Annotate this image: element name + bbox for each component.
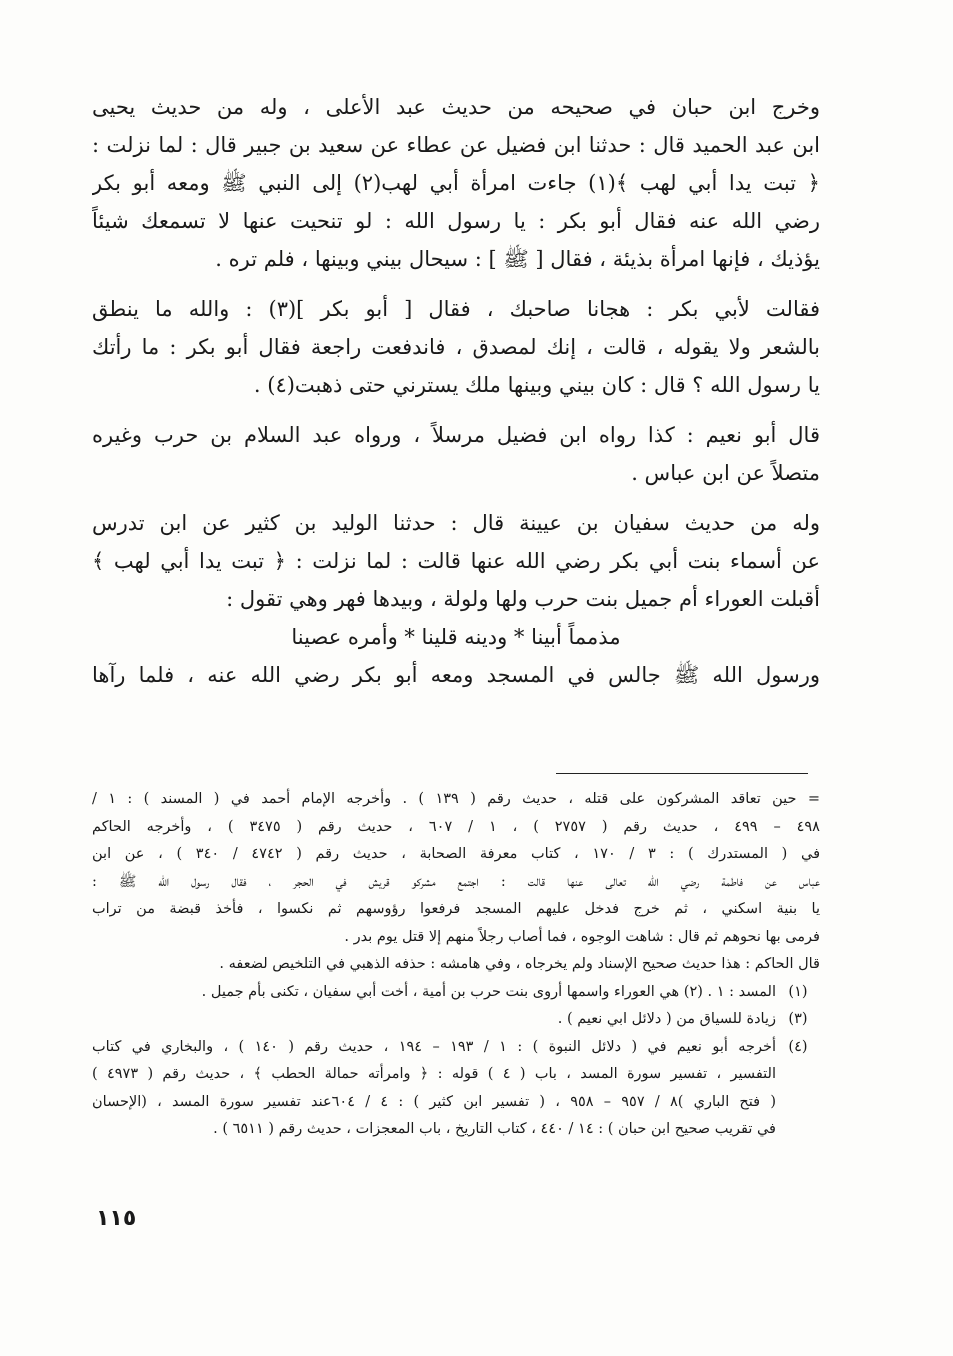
footnote-line: أخرجه أبو نعيم في ( دلائل النبوة ) : ١ / ١٩٣ – ١٩٤ ، حديث رقم ( ١٤٠ ) ، والبخاري في كتاب [92, 1038, 776, 1055]
footnote-line: زيادة للسياق من ( دلائل ابي نعيم ) . [557, 1011, 776, 1027]
footnote-3 [92, 1006, 820, 1034]
footnotes [92, 786, 820, 1144]
paragraph-4 [92, 504, 820, 694]
footnote-line: ( فتح الباري )٨ / ٩٥٧ – ٩٥٨ ، ( تفسير ابن كثير ) : ٤ / ٦٠٤عند تفسير سورة المسد ، (الإحسان [92, 1093, 776, 1110]
footnote-line: المسد : ١ . (٢) هي العوراء واسمها أروى بنت حرب بن أمية ، أخت أبي سفيان ، تكنى بأم جميل . [201, 983, 776, 1000]
footnote-line: ٤٩٨ – ٤٩٩ ، حديث رقم ( ٢٧٥٧ ) ، ١ / ٦٠٧ ، حديث رقم ( ٣٤٧٥ ) ، وأخرجه الحاكم [92, 818, 820, 835]
footnote-number: (٣) [788, 1011, 808, 1027]
paragraph-3 [92, 416, 820, 492]
text-line: فقالت لأبي بكر : هجانا صاحبك ، فقال [ أبو بكر ](٣) : والله ما ينطق [92, 297, 820, 321]
footnote-line: يا بنية اسكني ، ثم خرج فدخل عليهم المسجد فرفعوا رؤوسهم ثم نكسوا ، فأخذ قبضة من تراب [92, 901, 820, 917]
text-line: عن أسماء بنت أبي بكر رضي الله عنها قالت : لما نزلت : ﴿ تبت يدا أبي لهب ﴾ [92, 549, 820, 573]
footnote-continuation [92, 786, 820, 979]
text-line: وخرج ابن حبان في صحيحه من حديث عبد الأعلى ، وله من حديث يحيى [92, 95, 820, 119]
text-line: ابن عبد الحميد قال : حدثنا ابن فضيل عن عطاء عن سعيد بن جبير قال : لما نزلت : [92, 133, 820, 157]
text-line: رضي الله عنه فقال أبو بكر : يا رسول الله : لو تنحيت عنها لا تسمعك شيئاً [92, 209, 820, 233]
paragraph-2 [92, 290, 820, 404]
footnote-line: = حين تعاقد المشركون على قتله ، حديث رقم ( ١٣٩ ) . وأخرجه الإمام أحمد في ( المسند ) : ١ / [92, 791, 820, 807]
footnote-line: في ( المستدرك ) : ٣ / ١٧٠ ، كتاب معرفة الصحابة ، حديث رقم ( ٤٧٤٢ / ٣٤٠ ) ، عن ابن [92, 846, 820, 862]
text-line: ﴿ تبت يدا أبي لهب ﴾(١) جاءت امرأة أبي لهب(٢) إلى النبي ﷺ ومعه أبو بكر [92, 171, 820, 195]
footnote-number: (١) [788, 983, 808, 1000]
text-line: يا رسول الله ؟ قال : كان بيني وبينها ملك يسترني حتى ذهبت(٤) . [253, 373, 820, 397]
footnote-line: في تقريب صحيح ابن حبان ) : ١٤ / ٤٤٠ ، كتاب التاريخ ، باب المعجزات ، حديث رقم ( ٦٥١١ ) . [213, 1121, 776, 1137]
page-number: ١١٥ [96, 1206, 137, 1231]
footnote-line: فرمى بها نحوهم ثم قال : شاهت الوجوه ، فما أصاب رجلاً منهم إلا قتل يوم بدر . [344, 928, 820, 945]
footnote-separator [556, 773, 808, 774]
text-line: وله من حديث سفيان بن عيينة قال : حدثنا الوليد بن كثير عن ابن تدرس [92, 511, 820, 535]
footnote-1 [92, 979, 820, 1007]
text-line: يؤذيك ، فإنها امرأة بذيئة ، فقال [ ﷺ ] : سيحال بيني وبينها ، فلم تره . [215, 247, 820, 271]
text-line: ورسول الله ﷺ جالس في المسجد ومعه أبو بكر رضي الله عنه ، فلما رآها [92, 663, 820, 687]
text-line: بالشعر ولا يقوله ، قالت ، إنك لمصدق ، فاندفعت راجعة فقال أبو بكر : ما رأتك [92, 335, 820, 359]
footnote-line: عباس عن فاطمة رضي الله تعالى عنها قالت : اجتمع مشركو قريش في الحجر ، فقال رسول الله ﷺ : [92, 873, 820, 890]
paragraph-1 [92, 88, 820, 278]
footnote-4 [92, 1034, 820, 1144]
footnote-line: التفسير ، تفسير سورة المسد ، باب ( ٤ ) قوله : ﴿ وامرأته حمالة الحطب ﴾ ، حديث رقم ( ٤٩٧٣ ) [92, 1066, 776, 1082]
main-text [92, 88, 820, 694]
text-line: متصلاً عن ابن عباس . [631, 461, 820, 485]
footnote-number: (٤) [788, 1038, 808, 1055]
poem-verse: مذمماً أبينا * ودينه قلينا * وأمره عصينا [291, 625, 621, 649]
text-line: أقبلت العوراء أم جميل بنت حرب ولها ولولة ، وبيدها فهر وهي تقول : [226, 587, 820, 611]
text-line: قال أبو نعيم : كذا رواه ابن فضيل مرسلاً ، ورواه عبد السلام بن حرب وغيره [92, 423, 820, 447]
footnote-line: قال الحاكم : هذا حديث صحيح الإسناد ولم يخرجاه ، وفي هامشه : حذفه الذهبي في التلخيص لضعفه . [219, 956, 820, 972]
